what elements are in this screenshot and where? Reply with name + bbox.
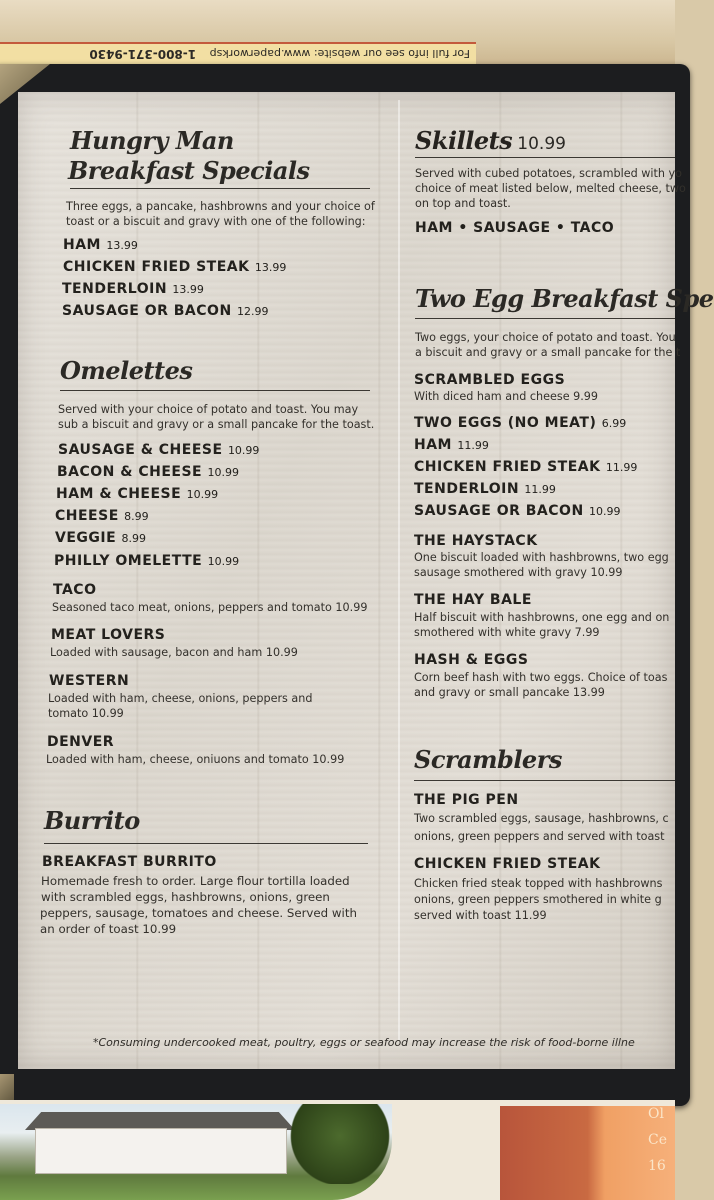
hungry-man-desc-line1: Three eggs, a pancake, hashbrowns and your choice of bbox=[66, 200, 375, 213]
menu-item: HAM 11.99 bbox=[414, 437, 489, 453]
skillets-title: Skillets bbox=[415, 126, 513, 155]
section-rule bbox=[60, 390, 370, 391]
skillets-desc-line3: on top and toast. bbox=[415, 197, 511, 210]
haystack-desc-line1: One biscuit loaded with hashbrowns, two egg bbox=[414, 551, 669, 564]
hungry-man-desc-line2: toast or a biscuit and gravy with one of the following: bbox=[66, 215, 366, 228]
hay-bale-desc-line2: smothered with white gravy 7.99 bbox=[414, 626, 600, 639]
menu-item: VEGGIE 8.99 bbox=[55, 530, 147, 546]
scramblers-title: Scramblers bbox=[414, 745, 562, 774]
omelettes-desc-line1: Served with your choice of potato and toast. You may bbox=[58, 403, 359, 416]
burrito-desc-line4: an order of toast 10.99 bbox=[40, 922, 177, 936]
omelettes-desc-line2: sub a biscuit and gravy or a small pancake for the toast. bbox=[58, 418, 375, 431]
haystack-desc-line2: sausage smothered with gravy 10.99 bbox=[414, 566, 623, 579]
haystack-name: THE HAYSTACK bbox=[414, 533, 538, 549]
menu-item: HAM 13.99 bbox=[63, 237, 138, 253]
burrito-desc-line1: Homemade fresh to order. Large flour tortilla loaded bbox=[41, 874, 350, 888]
menu-item: SAUSAGE OR BACON 12.99 bbox=[62, 303, 269, 319]
menu-item: BACON & CHEESE 10.99 bbox=[57, 464, 239, 480]
denver-desc: Loaded with ham, cheese, oniuons and tomato 10.99 bbox=[46, 753, 345, 766]
burrito-title: Burrito bbox=[44, 806, 140, 835]
scrambled-eggs-desc: With diced ham and cheese 9.99 bbox=[414, 390, 599, 403]
ad-text-line2: Ce bbox=[648, 1132, 667, 1148]
scrambler-cfs-desc-line2: onions, green peppers smothered in white g bbox=[414, 893, 662, 906]
pig-pen-desc-line1: Two scrambled eggs, sausage, hashbrowns, c bbox=[414, 812, 669, 825]
omelettes-title: Omelettes bbox=[60, 356, 193, 385]
meat-lovers-name: MEAT LOVERS bbox=[51, 627, 166, 643]
menu-item: TWO EGGS (NO MEAT) 6.99 bbox=[414, 415, 627, 431]
taco-omelette-name: TACO bbox=[53, 582, 97, 598]
orange-ad-card bbox=[500, 1106, 675, 1200]
scrambler-cfs-desc-line3: served with toast 11.99 bbox=[414, 909, 547, 922]
skillets-desc-line1: Served with cubed potatoes, scrambled with yo bbox=[415, 167, 683, 180]
section-rule bbox=[415, 318, 675, 319]
menu-item: TENDERLOIN 13.99 bbox=[62, 281, 204, 297]
skillets-heading bbox=[415, 126, 566, 155]
menu-page bbox=[18, 92, 714, 1069]
hungry-man-title-line2: Breakfast Specials bbox=[68, 156, 310, 185]
two-egg-desc-line1: Two eggs, your choice of potato and toast. You bbox=[415, 331, 676, 344]
hash-eggs-name: HASH & EGGS bbox=[414, 652, 529, 668]
scrambler-cfs-desc-line1: Chicken fried steak topped with hashbrowns bbox=[414, 877, 663, 890]
section-rule bbox=[44, 843, 368, 844]
skillets-desc-line2: choice of meat listed below, melted cheese, two bbox=[415, 182, 686, 195]
menu-item: SAUSAGE OR BACON 10.99 bbox=[414, 503, 621, 519]
western-name: WESTERN bbox=[49, 673, 130, 689]
section-rule bbox=[415, 157, 675, 158]
taco-omelette-desc: Seasoned taco meat, onions, peppers and tomato 10.99 bbox=[52, 601, 368, 614]
breakfast-burrito-name: BREAKFAST BURRITO bbox=[42, 854, 217, 870]
scrambled-eggs-name: SCRAMBLED EGGS bbox=[414, 372, 566, 388]
menu-item: CHICKEN FRIED STEAK 13.99 bbox=[63, 259, 287, 275]
hungry-man-title-line1: Hungry Man bbox=[70, 126, 234, 155]
menu-item: CHICKEN FRIED STEAK 11.99 bbox=[414, 459, 638, 475]
strip-url-text: For full info see our website: www.paperworksp bbox=[209, 47, 470, 60]
western-desc-line2: tomato 10.99 bbox=[48, 707, 124, 720]
upside-down-ad-strip bbox=[0, 42, 476, 64]
menu-item: PHILLY OMELETTE 10.99 bbox=[54, 553, 240, 569]
western-desc-line1: Loaded with ham, cheese, onions, peppers and bbox=[48, 692, 313, 705]
ad-text-line3: 16 bbox=[648, 1158, 666, 1174]
section-rule bbox=[70, 188, 370, 189]
house-facade bbox=[35, 1128, 287, 1174]
pig-pen-desc-line2: onions, green peppers and served with toast bbox=[414, 830, 665, 843]
scrambler-cfs-name: CHICKEN FRIED STEAK bbox=[414, 856, 601, 872]
menu-item: SAUSAGE & CHEESE 10.99 bbox=[58, 442, 260, 458]
two-egg-desc-line2: a biscuit and gravy or a small pancake for the t bbox=[415, 346, 681, 359]
hay-bale-name: THE HAY BALE bbox=[414, 592, 532, 608]
hay-bale-desc-line1: Half biscuit with hashbrowns, one egg and on bbox=[414, 611, 670, 624]
column-divider bbox=[398, 100, 400, 1040]
skillets-price: 10.99 bbox=[517, 134, 566, 154]
pig-pen-name: THE PIG PEN bbox=[414, 792, 519, 808]
menu-item: CHEESE 8.99 bbox=[55, 508, 149, 524]
tree bbox=[290, 1104, 390, 1184]
burrito-desc-line3: peppers, sausage, tomatoes and cheese. Served with bbox=[40, 906, 357, 920]
menu-item: TENDERLOIN 11.99 bbox=[414, 481, 556, 497]
ad-text-line1: Ol bbox=[648, 1106, 664, 1122]
skillets-options: HAM • SAUSAGE • TACO bbox=[415, 220, 615, 236]
meat-lovers-desc: Loaded with sausage, bacon and ham 10.99 bbox=[50, 646, 298, 659]
hash-eggs-desc-line2: and gravy or small pancake 13.99 bbox=[414, 686, 605, 699]
strip-phone: 1-800-371-9430 bbox=[89, 47, 197, 61]
section-rule bbox=[414, 780, 675, 781]
two-egg-title: Two Egg Breakfast Spe bbox=[415, 284, 714, 313]
burrito-desc-line2: with scrambled eggs, hashbrowns, onions, green bbox=[41, 890, 330, 904]
food-safety-disclaimer: *Consuming undercooked meat, poultry, eggs or seafood may increase the risk of food-borne illne bbox=[93, 1036, 635, 1049]
menu-item: HAM & CHEESE 10.99 bbox=[56, 486, 219, 502]
hash-eggs-desc-line1: Corn beef hash with two eggs. Choice of toas bbox=[414, 671, 668, 684]
denver-name: DENVER bbox=[47, 734, 115, 750]
